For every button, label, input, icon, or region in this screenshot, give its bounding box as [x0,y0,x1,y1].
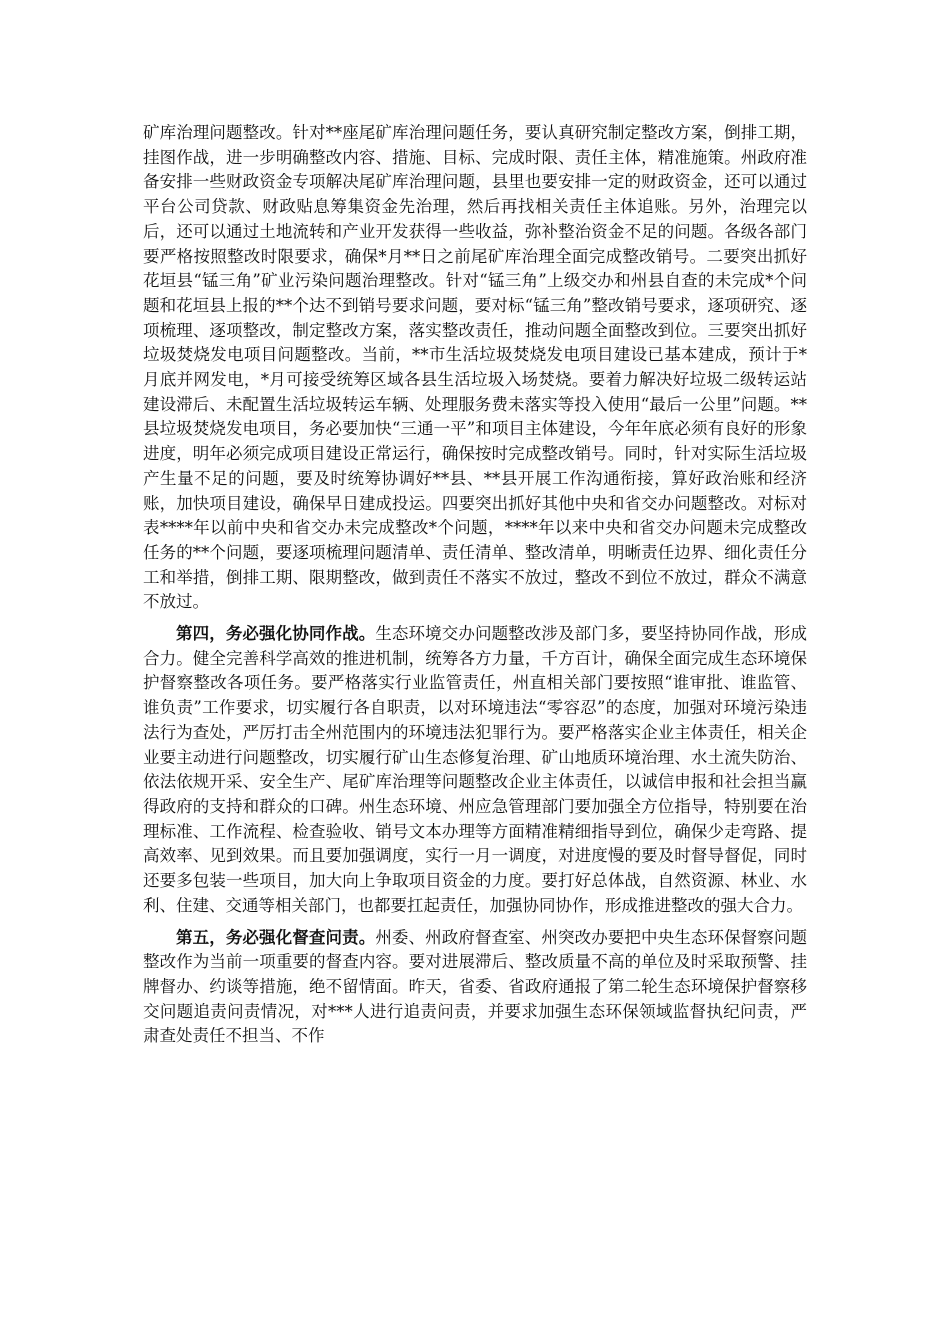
paragraph-text: 矿库治理问题整改。针对**座尾矿库治理问题任务，要认真研究制定整改方案，倒排工期，挂图作战，进一步明确整改内容、措施、目标、完成时限、责任主体，精准施策。州政府准备安排一些财政资金专项解决尾矿库治理问题，县里也要安排一定的财政资金，还可以通过平台公司贷款、财政贴息筹集资金先治理，然后再找相关责任主体追账。另外，治理完以后，还可以通过土地流转和产业开发获得一些收益，弥补整治资金不足的问题。各级各部门要严格按照整改时限要求，确保*月**日之前尾矿库治理全面完成整改销号。二要突出抓好花垣县“锰三角”矿业污染问题治理整改。针对“锰三角”上级交办和州县自查的未完成*个问题和花垣县上报的**个达不到销号要求问题，要对标“锰三角”整改销号要求，逐项研究、逐项梳理、逐项整改，制定整改方案，落实整改责任，推动问题全面整改到位。三要突出抓好垃圾焚烧发电项目问题整改。当前，**市生活垃圾焚烧发电项目建设已基本建成，预计于*月底并网发电，*月可接受统筹区域各县生活垃圾入场焚烧。要着力解决好垃圾二级转运站建设滞后、未配置生活垃圾转运车辆、处理服务费未落实等投入使用“最后一公里”问题。**县垃圾焚烧发电项目，务必要加快“三通一平”和项目主体建设，今年年底必须有良好的形象进度，明年必须完成项目建设正常运行，确保按时完成整改销号。同时，针对实际生活垃圾产生量不足的问题，要及时统筹协调好**县、**县开展工作沟通衔接，算好政治账和经济账，加快项目建设，确保早日建成投运。四要突出抓好其他中央和省交办问题整改。对标对表****年以前中央和省交办未完成整改*个问题，****年以来中央和省交办问题未完成整改任务的**个问题，要逐项梳理问题清单、责任清单、整改清单，明晰责任边界、细化责任分工和举措，倒排工期、限期整改，做到责任不落实不放过，整改不到位不放过，群众不满意不放过。 [143,123,807,612]
paragraph-text: 生态环境交办问题整改涉及部门多，要坚持协同作战，形成合力。健全完善科学高效的推进机制，统筹各方力量，千方百计，确保全面完成生态环境保护督察整改各项任务。要严格落实行业监管责任，州直相关部门要按照“谁审批、谁监管、谁负责”工作要求，切实履行各自职责，以对环境违法“零容忍”的态度，加强对环境污染违法行为查处，严厉打击全州范围内的环境违法犯罪行为。要严格落实企业主体责任，相关企业要主动进行问题整改，切实履行矿山生态修复治理、矿山地质环境治理、水土流失防治、依法依规开采、安全生产、尾矿库治理等问题整改企业主体责任，以诚信申报和社会担当赢得政府的支持和群众的口碑。州生态环境、州应急管理部门要加强全方位指导，特别要在治理标准、工作流程、检查验收、销号文本办理等方面精准精细指导到位，确保少走弯路、提高效率、见到效果。而且要加强调度，实行一月一调度，对进度慢的要及时督导督促，同时还要多包装一些项目，加大向上争取项目资金的力度。要打好总体战，自然资源、林业、水利、住建、交通等相关部门，也都要扛起责任，加强协同协作，形成推进整改的强大合力。 [143,624,808,915]
paragraph-supervision [143,926,807,1050]
paragraph-coordination [143,622,807,918]
paragraph-text: 州委、州政府督查室、州突改办要把中央生态环保督察问题整改作为当前一项重要的督查内容。要对进展滞后、整改质量不高的单位及时采取预警、挂牌督办、约谈等措施，绝不留情面。昨天，省委、省政府通报了第二轮生态环境保护督察移交问题追责问责情况，对***人进行追责问责，并要求加强生态环保领域监督执纪问责，严肃查处责任不担当、不作 [143,927,808,1046]
paragraph-heading: 第五，务必强化督查问责。 [176,927,376,947]
paragraph-continuation [143,121,807,615]
paragraph-heading: 第四，务必强化协同作战。 [176,624,376,644]
document-page [143,121,807,1049]
